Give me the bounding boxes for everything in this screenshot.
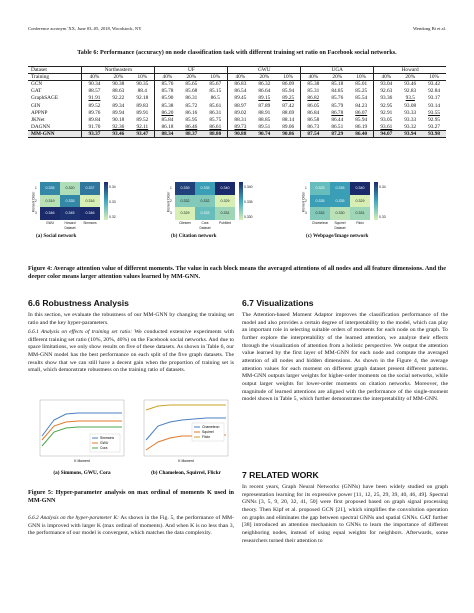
- accuracy-cell: 89.34: [112, 102, 125, 109]
- accuracy-cell: 86.07: [355, 109, 368, 116]
- dataset-name: UGA: [301, 67, 374, 74]
- table-row: [28, 123, 446, 130]
- accuracy-cell: 86.44: [331, 116, 344, 123]
- heatmap-colorbar: [374, 182, 378, 220]
- accuracy-cell: 85.54: [355, 95, 368, 102]
- accuracy-cell: 85.67: [203, 81, 228, 88]
- accuracy-cell: 86.18: [155, 123, 180, 130]
- accuracy-cell: 93.98: [422, 130, 446, 137]
- heatmap-cell: 0.332: [195, 195, 215, 208]
- heatmap-cell: 0.329: [350, 195, 370, 208]
- accuracy-cell: 93.04: [374, 81, 399, 88]
- accuracy-cell: 90.74: [252, 130, 276, 137]
- ratio-header: 20%: [179, 74, 203, 81]
- heatmap-ytick: 1: [305, 186, 307, 190]
- heatmap-cell: 0.316: [80, 195, 100, 208]
- accuracy-cell: 92.18: [136, 95, 149, 102]
- heatmap-xtick: Flickr: [356, 221, 364, 225]
- heatmap-ytick: 3: [305, 211, 307, 215]
- legend-simmons: Simmons: [100, 436, 115, 441]
- colorbar-tick: 0.34: [379, 185, 386, 189]
- colorbar-tick: 0.34: [109, 185, 116, 189]
- table-row: [28, 109, 446, 116]
- ratio-header: 40%: [301, 74, 326, 81]
- accuracy-cell: 90.88: [228, 130, 253, 137]
- legend-cora: Cora: [100, 446, 108, 451]
- heatmap-ytick: 2: [305, 198, 307, 203]
- accuracy-cell: 93.05: [374, 116, 399, 123]
- heatmap-colorbar: [104, 182, 108, 220]
- colorbar-tick: 0.340: [244, 185, 253, 189]
- heatmap-cell: 0.337: [80, 182, 100, 195]
- accuracy-cell: 86.19: [355, 123, 368, 130]
- accuracy-cell: 86.64: [258, 88, 271, 95]
- heatmap-cell: 0.333: [195, 207, 215, 220]
- accuracy-cell: 90.38: [107, 81, 131, 88]
- accuracy-cell: 86.61: [209, 123, 222, 130]
- section-6-6-intro: In this section, we evaluate the robustness of our MM-GNN by changing the training set ratio and the key hyper-parameters.: [28, 312, 234, 326]
- ratio-header: 20%: [252, 74, 276, 81]
- accuracy-cell: 85.78: [155, 88, 180, 95]
- colorbar-tick: 0.335: [244, 199, 253, 204]
- ratio-header: 40%: [82, 74, 107, 81]
- accuracy-cell: 85.61: [209, 102, 222, 109]
- heatmap-cell: 0.335: [330, 195, 350, 208]
- accuracy-cell: 89.45: [228, 95, 253, 102]
- heatmap-xtick: PubMed: [219, 221, 231, 225]
- table-row: [28, 88, 446, 95]
- accuracy-cell: 85.76: [331, 95, 344, 102]
- dataset-header: Dataset: [28, 67, 82, 74]
- ratio-header: 10%: [276, 74, 301, 81]
- model-name: GraphSAGE: [31, 95, 59, 102]
- accuracy-cell: 86.73: [301, 123, 326, 130]
- colorbar-tick: 0.33: [109, 199, 116, 204]
- accuracy-cell: 93.46: [398, 81, 422, 88]
- ratio-header: 10%: [422, 74, 446, 81]
- model-name: MM-GNN: [28, 130, 82, 137]
- accuracy-cell: 92.84: [428, 88, 441, 95]
- accuracy-cell: 86.83: [228, 81, 253, 88]
- accuracy-cell: 93.32: [404, 123, 417, 130]
- heatmap-cell: 0.339: [175, 182, 195, 195]
- ratio-header: 40%: [155, 74, 180, 81]
- accuracy-cell: 84.23: [355, 102, 368, 109]
- heatmap-cell: 0.329: [215, 195, 235, 208]
- dataset-name: GWU: [228, 67, 301, 74]
- table-header-ratios: [28, 74, 446, 81]
- accuracy-cell: 86.82: [301, 95, 326, 102]
- accuracy-cell: 85.31: [301, 88, 326, 95]
- figure-5-caption: Figure 5: Hyper-parameter analysis on max ordinal of moments K used in MM-GNN: [28, 489, 234, 505]
- results-table: [28, 66, 446, 138]
- colorbar-tick: 0.33: [379, 214, 386, 219]
- heatmap-xtick: Squirrel: [334, 221, 346, 225]
- accuracy-cell: 93.27: [428, 123, 441, 130]
- heatmap-xtick: GWU: [46, 221, 54, 225]
- heatmap-xtick: Citeseer: [179, 221, 191, 225]
- accuracy-cell: 88.63: [112, 88, 125, 95]
- table-row: [28, 116, 446, 123]
- accuracy-cell: 86.31: [185, 95, 198, 102]
- accuracy-cell: 93.14: [428, 102, 441, 109]
- model-name: GIN: [31, 102, 41, 109]
- ratio-header: 20%: [398, 74, 422, 81]
- subsection-6-6-2-title: 6.6.2 Analysis on the hyper-parameter K:: [28, 515, 119, 521]
- accuracy-cell: 92.83: [404, 88, 417, 95]
- accuracy-cell: 89.06: [282, 123, 295, 130]
- subsection-6-6-1-text: We conducted extensive experiments with different training set ratio (10%, 20%, 40%) on the Facebook social networks. And due to space limitations, we only show results on five of these datasets. As shown in Table 6, our MM-GNN model has the best performance on each split of the five graph datasets. The results show that we can still have a decent gain when the proportion of training set is small, which demonstrate robustness on the training ratio of datasets.: [28, 329, 234, 374]
- heatmap-cell: 0.346: [80, 207, 100, 220]
- accuracy-cell: 85.65: [179, 81, 203, 88]
- accuracy-cell: 85.95: [185, 116, 198, 123]
- accuracy-cell: 86.20: [155, 109, 180, 116]
- accuracy-cell: 86.5: [210, 95, 220, 102]
- accuracy-cell: 90.18: [112, 116, 125, 123]
- heatmap-xlabel: Dataset: [334, 225, 346, 230]
- accuracy-cell: 85.01: [349, 81, 374, 88]
- heatmap-xtick: Cora: [201, 221, 209, 225]
- heatmap-ylabel: Moment Order: [166, 191, 171, 213]
- accuracy-cell: 86.51: [331, 123, 344, 130]
- accuracy-cell: 92.22: [112, 95, 125, 102]
- accuracy-cell: 88.37: [179, 130, 203, 137]
- heatmap-ytick: 1: [35, 186, 37, 190]
- accuracy-cell: 89.02: [228, 109, 253, 116]
- fig5b-xlabel: K Moment: [178, 459, 194, 463]
- accuracy-cell: 85.38: [155, 102, 180, 109]
- heatmap-cell: 0.340: [215, 182, 235, 195]
- accuracy-cell: 92.95: [374, 102, 399, 109]
- accuracy-cell: 86.05: [301, 102, 326, 109]
- accuracy-cell: 89.15: [258, 95, 271, 102]
- figure-5: [28, 396, 234, 480]
- heatmap-cell: 0.332: [175, 195, 195, 208]
- accuracy-cell: 85.84: [155, 116, 180, 123]
- accuracy-cell: 91.70: [82, 123, 107, 130]
- accuracy-cell: 86.58: [301, 116, 326, 123]
- accuracy-cell: 87.89: [258, 102, 271, 109]
- legend-flickr: Flickr: [202, 435, 211, 440]
- heatmap-xlabel: Dataset: [64, 225, 76, 230]
- dataset-name: Howard: [374, 67, 446, 74]
- accuracy-cell: 85.38: [301, 81, 326, 88]
- heatmap-panel-label: (c) Webpage/Image network: [306, 232, 369, 239]
- accuracy-cell: 86.09: [276, 81, 301, 88]
- figure-4-caption: Figure 4: Average attention value of different moments. The value in each block means the averaged attentions of all nodes and all feature dimensions. And the deeper color means larger attention values learned by MM-GNN.: [28, 265, 446, 281]
- accuracy-cell: 93.94: [398, 130, 422, 137]
- model-name: GAT: [31, 88, 42, 95]
- accuracy-cell: 88.31: [228, 116, 253, 123]
- accuracy-cell: 88.34: [155, 130, 180, 137]
- accuracy-cell: 93.36: [374, 95, 399, 102]
- heatmap-cell: 0.346: [40, 207, 60, 220]
- accuracy-cell: 90.86: [276, 130, 301, 137]
- accuracy-cell: 87.42: [282, 102, 295, 109]
- ratio-header: 20%: [325, 74, 349, 81]
- ratio-header: 10%: [203, 74, 228, 81]
- legend-gwu: GWU: [100, 441, 109, 446]
- accuracy-cell: 94.07: [374, 130, 399, 137]
- accuracy-cell: 85.76: [155, 81, 180, 88]
- accuracy-cell: 89.83: [136, 102, 149, 109]
- heatmap-cell: 0.320: [60, 182, 80, 195]
- dataset-name: UF: [155, 67, 228, 74]
- heatmap-cell: 0.335: [40, 182, 60, 195]
- accuracy-cell: 89.84: [82, 116, 107, 123]
- ratio-header: 40%: [374, 74, 399, 81]
- running-header-left: Conference acronym 'XX, June 03–05, 2018, Woodstock, NY: [28, 26, 142, 31]
- heatmap-cell: 0.335: [60, 195, 80, 208]
- accuracy-cell: 87.54: [301, 130, 326, 137]
- heatmap-colorbar: [239, 182, 243, 220]
- accuracy-cell: 85.15: [209, 88, 222, 95]
- heatmap-cell: 0.333: [310, 182, 330, 195]
- accuracy-cell: 86.46: [185, 123, 198, 130]
- accuracy-cell: 86.32: [252, 81, 276, 88]
- fig5b-label: (b) Chameleon, Squirrel, Flickr: [151, 470, 221, 476]
- heatmap-panel-label: (a) Social network: [36, 232, 77, 239]
- accuracy-cell: 93.61: [374, 123, 399, 130]
- accuracy-cell: 90.35: [130, 81, 155, 88]
- accuracy-cell: 93.33: [404, 116, 417, 123]
- model-name: GCN: [28, 81, 82, 88]
- colorbar-tick: 0.32: [109, 214, 116, 219]
- heatmap-ylabel: Moment Order: [301, 191, 306, 213]
- heatmap-cell: 0.340: [350, 182, 370, 195]
- heatmap-ytick: 3: [35, 211, 37, 215]
- heatmap-ytick: 3: [170, 211, 172, 215]
- accuracy-cell: 92.95: [428, 116, 441, 123]
- heatmap-xtick: Simmons: [83, 221, 97, 225]
- dataset-name: Northeastern: [82, 67, 155, 74]
- accuracy-cell: 87.29: [325, 130, 349, 137]
- heatmap-panel-label: (b) Citation network: [171, 232, 217, 239]
- legend-chameleon: Chameleon: [202, 425, 220, 430]
- accuracy-cell: 93.17: [428, 95, 441, 102]
- accuracy-cell: 85.75: [209, 116, 222, 123]
- heatmap-cell: 0.331: [350, 207, 370, 220]
- model-name: JKNet: [31, 116, 45, 123]
- fig5a-xlabel: K Moment: [74, 459, 90, 463]
- section-7-text: In recent years, Graph Neural Networks (GNNs) have been widely studied on graph representation learning for its expressive power [11, 12, 25, 29, 39, 40, 46, 49]. Spectral GNNs [3, 5, 9, 20, 32, 41, 50] were first proposed based on graph signal processing theory. Then Kipf et al. proposed GCN [21], which simplifies the convolution operation on graphs and eliminates the gap between spectral GNNs and spatial GNNs. GAT further [38] introduced an attention mechanism to GNNs to learn the importance of different neighboring nodes, instead of using equal weights for neighbors. Afterwards, some researchers turned their attention to: [242, 484, 448, 544]
- heatmap-ytick: 1: [170, 186, 172, 190]
- accuracy-cell: 86.31: [209, 109, 222, 116]
- accuracy-cell: 89.52: [136, 116, 149, 123]
- heatmap-xtick: Chameleon: [311, 221, 329, 225]
- accuracy-cell: 93.42: [422, 81, 446, 88]
- accuracy-cell: 88.97: [228, 102, 253, 109]
- heatmap-cell: 0.329: [175, 207, 195, 220]
- model-name: APPNP: [31, 109, 48, 116]
- accuracy-cell: 85.94: [282, 88, 295, 95]
- section-6-7-title: 6.7 Visualizations: [242, 298, 314, 308]
- accuracy-cell: 93.55: [428, 109, 441, 116]
- accuracy-cell: 91.91: [82, 95, 107, 102]
- accuracy-cell: 89.52: [82, 102, 107, 109]
- accuracy-cell: 85.79: [331, 102, 344, 109]
- section-7-title: 7 RELATED WORK: [242, 470, 319, 480]
- heatmap-xtick: Howard: [64, 221, 76, 225]
- accuracy-cell: 89.73: [228, 123, 253, 130]
- model-name: DAGNN: [31, 123, 51, 130]
- training-header: Training: [28, 74, 82, 81]
- accuracy-cell: 93.47: [130, 130, 155, 137]
- accuracy-cell: 86.16: [185, 109, 198, 116]
- heatmap-xlabel: Dataset: [199, 225, 211, 230]
- accuracy-cell: 88.80: [203, 130, 228, 137]
- ratio-header: 20%: [107, 74, 131, 81]
- table-caption: Table 6: Performance (accuracy) on node classification task with different training set ratio on Facebook social networks.: [77, 49, 397, 56]
- accuracy-cell: 88.85: [258, 116, 271, 123]
- table-header-datasets: [28, 67, 446, 74]
- accuracy-cell: 88.91: [258, 109, 271, 116]
- accuracy-cell: 90.34: [82, 81, 107, 88]
- table-row: [28, 81, 446, 88]
- accuracy-cell: 85.25: [355, 88, 368, 95]
- section-6-6-2-paragraph: [28, 515, 234, 538]
- accuracy-cell: 89.76: [82, 109, 107, 116]
- accuracy-cell: 89.91: [136, 109, 149, 116]
- accuracy-cell: 88.4: [137, 88, 147, 95]
- accuracy-cell: 92.63: [374, 88, 399, 95]
- accuracy-cell: 85.94: [355, 116, 368, 123]
- accuracy-cell: 89.51: [258, 123, 271, 130]
- accuracy-cell: 89.25: [282, 95, 295, 102]
- heatmap-ytick: 2: [170, 198, 172, 203]
- accuracy-cell: 92.11: [136, 123, 149, 130]
- accuracy-cell: 86.40: [349, 130, 374, 137]
- accuracy-cell: 84.85: [331, 88, 344, 95]
- heatmap-ytick: 2: [35, 198, 37, 203]
- heatmap-cell: 0.335: [330, 182, 350, 195]
- accuracy-cell: 93.46: [107, 130, 131, 137]
- section-6-7-text: The Attention-based Moment Adaptor improves the classification performance of the model and also provides a certain degree of interpretability to the model, which can play an important role in selecting suitable orders of moments for each node on the graph. To further explore the interpretability of the learned attention, we analyze their effects through the visualization of attention from a holistic perspective. We output the attention value learned by the first layer of MM-GNN for each node and compute the averaged attention of all nodes and hidden dimensions. As shown in the Figure 4, the average attention values for each moment on different graph dataset present different patterns. MM-GNN outputs larger weights for higher-order moments on the social networks, while output larger weights for lower-order moments on citation networks. Moreover, the magnitude of learned attentions are aligned with the performance of the single-moment model shown in Table 5, which further demonstrates the interpretability of MM-GNN.: [242, 312, 448, 403]
- colorbar-tick: 0.330: [244, 214, 253, 219]
- section-6-6-1-paragraph: [28, 329, 234, 375]
- accuracy-cell: 85.72: [185, 102, 198, 109]
- heatmap-cell: 0.330: [330, 207, 350, 220]
- figure-5a-chart: [40, 400, 124, 476]
- table-row: [28, 95, 446, 102]
- subsection-6-6-2-text: As shown in the Fig. 5, the performance of MM-GNN is improved with larger K (max ordinal of moments). And when K is no less than 3, the performance of our model is convergent, which matches the data complexity.: [28, 515, 235, 537]
- table-row: [28, 102, 446, 109]
- accuracy-cell: 93.33: [404, 109, 417, 116]
- accuracy-cell: 86.54: [228, 88, 253, 95]
- table-row: [28, 130, 446, 137]
- accuracy-cell: 89.94: [112, 109, 125, 116]
- figure-5b-chart: [144, 400, 228, 476]
- accuracy-cell: 88.57: [82, 88, 107, 95]
- accuracy-cell: 93.08: [404, 102, 417, 109]
- accuracy-cell: 93.37: [82, 130, 107, 137]
- accuracy-cell: 88.14: [282, 116, 295, 123]
- accuracy-cell: 86.78: [331, 109, 344, 116]
- accuracy-cell: 86.84: [301, 109, 326, 116]
- accuracy-cell: 88.69: [282, 109, 295, 116]
- ratio-header: 10%: [349, 74, 374, 81]
- accuracy-cell: 85.90: [155, 95, 180, 102]
- accuracy-cell: 93.5: [405, 95, 415, 102]
- legend-squirrel: Squirrel: [202, 430, 214, 435]
- subsection-6-6-1-title: 6.6.1 Analysis on effects of training set ratio:: [28, 329, 133, 335]
- heatmap-cell: 0.331: [215, 207, 235, 220]
- accuracy-cell: 85.18: [325, 81, 349, 88]
- ratio-header: 40%: [228, 74, 253, 81]
- heatmap-cell: 0.332: [310, 207, 330, 220]
- fig5a-label: (a) Simmons, GWU, Cora: [53, 470, 111, 476]
- heatmap-cell: 0.335: [195, 182, 215, 195]
- accuracy-cell: 92.91: [374, 109, 399, 116]
- heatmap-cell: 0.335: [310, 195, 330, 208]
- heatmap-ylabel: Moment Order: [31, 191, 36, 213]
- ratio-header: 10%: [130, 74, 155, 81]
- running-header-right: Wendong Bi et al.: [412, 26, 446, 31]
- heatmap-cell: 0.319: [40, 195, 60, 208]
- accuracy-cell: 85.68: [185, 88, 198, 95]
- accuracy-cell: 92.36: [112, 123, 125, 130]
- section-6-6-title: 6.6 Robustness Analysis: [28, 298, 129, 308]
- heatmap-cell: 0.345: [60, 207, 80, 220]
